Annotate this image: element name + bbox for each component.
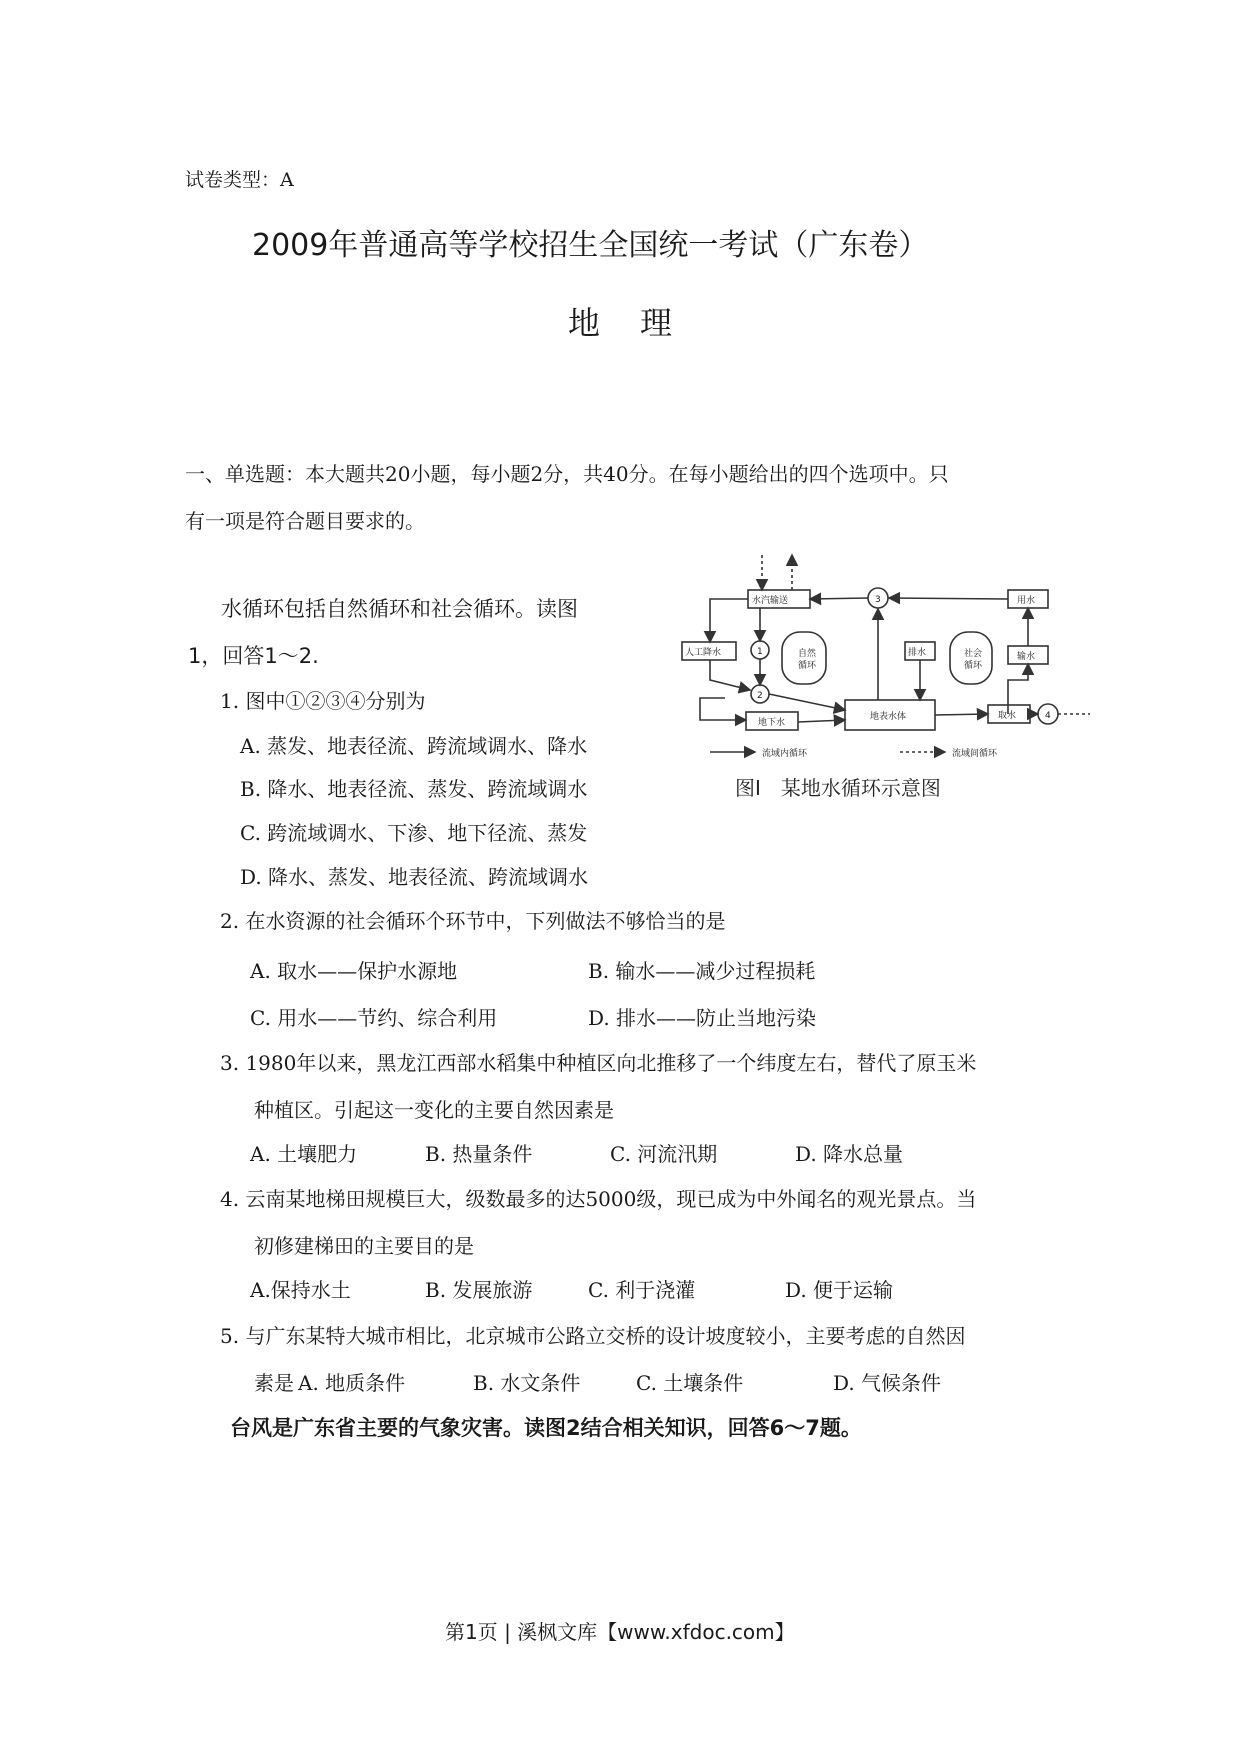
passage2: 台风是广东省主要的气象灾害。读图2结合相关知识，回答6～7题。 — [230, 1416, 862, 1440]
q5-option-a: A. 地质条件 — [298, 1371, 406, 1395]
box-use: 用水 — [1017, 596, 1036, 606]
circle-1: 1 — [757, 647, 763, 657]
q3-option-b: B. 热量条件 — [425, 1142, 533, 1166]
q2-stem: 2. 在水资源的社会循环个环节中，下列做法不够恰当的是 — [220, 909, 726, 933]
section-intro-line2: 有一项是符合题目要求的。 — [185, 509, 425, 533]
q1-stem: 1. 图中①②③④分别为 — [220, 689, 426, 713]
q4-option-a: A.保持水土 — [250, 1278, 351, 1302]
legend-between: 流域间循环 — [952, 749, 998, 759]
circle-3: 3 — [875, 595, 881, 605]
q3-option-a: A. 土壤肥力 — [250, 1142, 358, 1166]
water-cycle-diagram — [670, 550, 1110, 815]
box-intake: 取水 — [998, 711, 1017, 721]
q3-option-c: C. 河流汛期 — [610, 1142, 718, 1166]
q5-stem-line2-prefix: 素是 — [254, 1371, 294, 1395]
social-cycle-2: 循环 — [964, 661, 983, 671]
q3-stem-line1: 3. 1980年以来，黑龙江西部水稻集中种植区向北推移了一个纬度左右，替代了原玉米 — [220, 1051, 977, 1075]
q1-option-c: C. 跨流域调水、下渗、地下径流、蒸发 — [240, 821, 588, 845]
q1-option-b: B. 降水、地表径流、蒸发、跨流域调水 — [240, 777, 588, 801]
section-intro-line1: 一、单选题：本大题共20小题，每小题2分，共40分。在每小题给出的四个选项中。只 — [185, 462, 949, 486]
figure1-caption: 图Ⅰ 某地水循环示意图 — [735, 776, 941, 800]
q2-option-a: A. 取水——保护水源地 — [250, 959, 458, 983]
q4-stem-line1: 4. 云南某地梯田规模巨大，级数最多的达5000级，现已成为中外闻名的观光景点。当 — [220, 1187, 977, 1211]
q5-stem-line1: 5. 与广东某特大城市相比，北京城市公路立交桥的设计坡度较小，主要考虑的自然因 — [220, 1324, 966, 1348]
box-groundwater: 地下水 — [758, 718, 786, 728]
q1-option-d: D. 降水、蒸发、地表径流、跨流域调水 — [240, 865, 589, 889]
box-drain: 排水 — [908, 648, 927, 658]
q4-option-c: C. 利于浇灌 — [588, 1278, 696, 1302]
legend-within: 流域内循环 — [762, 749, 808, 759]
subject-title: 地理 — [568, 304, 713, 342]
q4-stem-line2: 初修建梯田的主要目的是 — [254, 1234, 474, 1258]
q3-option-d: D. 降水总量 — [795, 1142, 904, 1166]
box-artificial: 人工降水 — [685, 648, 722, 658]
page-footer: 第1页 | 溪枫文库【www.xfdoc.com】 — [445, 1620, 795, 1644]
q3-stem-line2: 种植区。引起这一变化的主要自然因素是 — [254, 1098, 614, 1122]
social-cycle-1: 社会 — [964, 649, 983, 659]
q2-option-c: C. 用水——节约、综合利用 — [250, 1006, 498, 1030]
passage1-line2: 1，回答1～2. — [188, 644, 319, 668]
exam-title: 2009年普通高等学校招生全国统一考试（广东卷） — [252, 228, 929, 263]
natural-cycle-1: 自然 — [798, 649, 817, 659]
q5-option-d: D. 气候条件 — [833, 1371, 942, 1395]
paper-type: 试卷类型：A — [185, 169, 294, 191]
q4-option-d: D. 便于运输 — [785, 1278, 894, 1302]
circle-2: 2 — [757, 691, 763, 701]
q5-option-b: B. 水文条件 — [473, 1371, 581, 1395]
box-surface: 地表水体 — [870, 712, 907, 722]
q1-option-a: A. 蒸发、地表径流、跨流域调水、降水 — [240, 734, 588, 758]
box-transport: 输水 — [1017, 652, 1036, 662]
box-vapor: 水汽输送 — [752, 596, 789, 606]
q4-option-b: B. 发展旅游 — [425, 1278, 533, 1302]
q5-option-c: C. 土壤条件 — [636, 1371, 744, 1395]
q2-option-d: D. 排水——防止当地污染 — [588, 1006, 817, 1030]
natural-cycle-2: 循环 — [798, 661, 817, 671]
circle-4: 4 — [1045, 711, 1051, 721]
passage1-line1: 水循环包括自然循环和社会循环。读图 — [221, 597, 578, 621]
q2-option-b: B. 输水——减少过程损耗 — [588, 959, 816, 983]
